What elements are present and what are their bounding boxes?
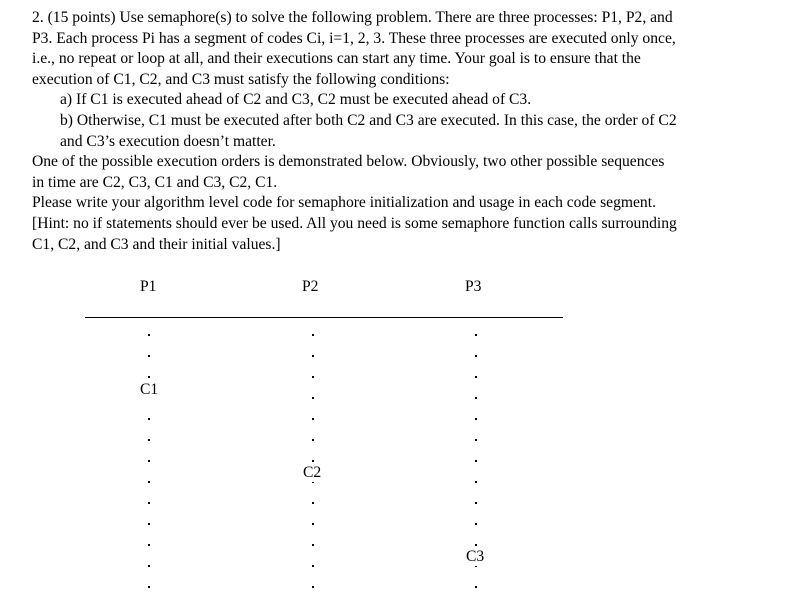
timeline-dot [148,544,150,546]
timeline-dot [475,418,477,420]
condition-b-cont: and C3’s execution doesn’t matter. [60,132,276,150]
timeline-dot [475,397,477,399]
timeline-dot [312,355,314,357]
timeline-dot [312,523,314,525]
timeline-dot [312,460,314,462]
timeline-dot [148,439,150,441]
timeline-dot [148,376,150,378]
timeline-dot [148,565,150,567]
condition-b: b) Otherwise, C1 must be executed after both C2 and C3 are executed. In this case, the order of C2 [60,111,677,129]
question-line: C1, C2, and C3 and their initial values.] [32,235,281,253]
timeline-dot [148,523,150,525]
timeline-dot [312,544,314,546]
timeline-dot [148,502,150,504]
question-line: One of the possible execution orders is demonstrated below. Obviously, two other possible sequences [32,153,665,171]
process-label-p2: P2 [302,278,319,295]
timeline-dot [475,502,477,504]
timeline-dot [312,439,314,441]
question-line: execution of C1, C2, and C3 must satisfy the following conditions: [32,70,450,88]
process-label-p1: P1 [140,278,157,295]
question-text [32,8,782,255]
question-line: in time are C2, C3, C1 and C3, C2, C1. [32,173,278,191]
timeline-dot [312,418,314,420]
question-line: Please write your algorithm level code for semaphore initialization and usage in each code segment. [32,194,656,212]
timeline-dot [475,334,477,336]
timeline-dot [475,439,477,441]
timeline-dot [475,355,477,357]
timeline-dot [475,586,477,588]
segment-c3: C3 [466,548,485,565]
timeline-dot [475,523,477,525]
segment-c2: C2 [303,464,322,481]
timeline-dot [148,481,150,483]
timeline-dot [312,397,314,399]
question-line: i.e., no repeat or loop at all, and their executions can start any time. Your goal is to ensure that the [32,50,641,68]
process-label-p3: P3 [465,278,482,295]
timeline-rule [85,317,563,318]
timeline-dot [475,544,477,546]
timeline-dot [312,565,314,567]
timeline-dot [148,355,150,357]
timeline-dot [148,418,150,420]
question-line: P3. Each process Pi has a segment of codes Ci, i=1, 2, 3. These three processes are executed only once, [32,29,676,47]
timeline-dot [475,376,477,378]
timeline-dot [475,460,477,462]
condition-a: a) If C1 is executed ahead of C2 and C3, C2 must be executed ahead of C3. [60,91,532,109]
segment-c1: C1 [140,381,159,398]
timeline-dot [312,376,314,378]
timeline-dot [148,334,150,336]
timeline-dot [148,460,150,462]
question-line: 2. (15 points) Use semaphore(s) to solve the following problem. There are three processes: P1, P2, and [32,9,673,26]
timeline-dot [312,502,314,504]
timeline-dot [148,586,150,588]
question-line: [Hint: no if statements should ever be used. All you need is some semaphore function calls surrounding [32,214,677,232]
timeline-dot [475,481,477,483]
timeline-dot [312,334,314,336]
timeline-dot [312,586,314,588]
